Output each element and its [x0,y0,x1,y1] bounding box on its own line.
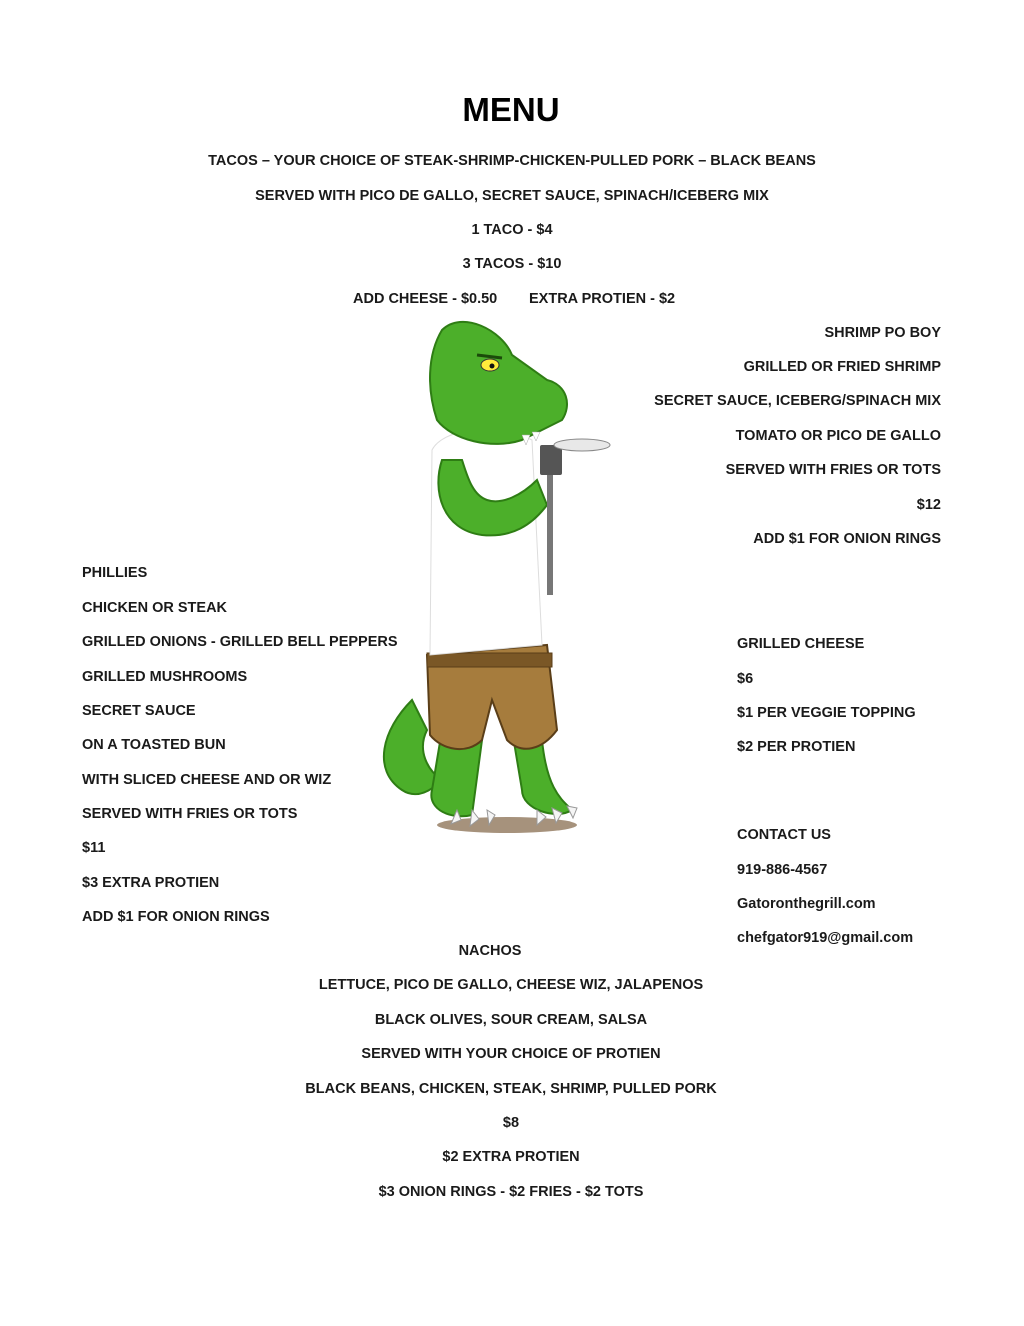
contact-heading: CONTACT US [737,827,831,843]
nachos-line: BLACK BEANS, CHICKEN, STEAK, SHRIMP, PULLED PORK [305,1081,717,1097]
alligator-chef-mascot-icon [372,310,617,840]
nachos-line: $3 ONION RINGS - $2 FRIES - $2 TOTS [378,1184,644,1200]
nachos-price: $8 [502,1115,520,1131]
phillies-line: SECRET SAUCE [82,703,196,719]
phillies-line: PHILLIES [82,565,148,581]
po-boy-price: $12 [916,497,941,513]
tacos-price-1: 1 TACO - $4 [471,222,553,238]
menu-title: MENU [462,91,560,128]
contact-phone: 919-886-4567 [737,862,828,878]
tacos-extra-protein: EXTRA PROTIEN - $2 [529,291,676,307]
phillies-price: $11 [82,840,106,856]
po-boy-line: TOMATO OR PICO DE GALLO [735,428,941,444]
nachos-line: BLACK OLIVES, SOUR CREAM, SALSA [374,1012,648,1028]
nachos-line: NACHOS [458,943,522,959]
phillies-line: CHICKEN OR STEAK [82,600,228,616]
grilled-cheese-price: $6 [737,671,754,687]
grilled-cheese-line: GRILLED CHEESE [737,636,865,652]
phillies-line: GRILLED MUSHROOMS [82,669,248,685]
tacos-price-3: 3 TACOS - $10 [462,256,562,272]
nachos-line: LETTUCE, PICO DE GALLO, CHEESE WIZ, JALAPENOS [318,977,704,993]
phillies-line: ON A TOASTED BUN [82,737,226,753]
phillies-line: $3 EXTRA PROTIEN [82,875,220,891]
phillies-line: GRILLED ONIONS - GRILLED BELL PEPPERS [82,634,398,650]
tacos-line-2: SERVED WITH PICO DE GALLO, SECRET SAUCE, SPINACH/ICEBERG MIX [255,188,769,204]
phillies-line: ADD $1 FOR ONION RINGS [82,909,270,925]
phillies-line: WITH SLICED CHEESE AND OR WIZ [82,772,332,788]
tacos-line-1: TACOS – YOUR CHOICE OF STEAK-SHRIMP-CHICKEN-PULLED PORK – BLACK BEANS [208,153,816,169]
nachos-line: SERVED WITH YOUR CHOICE OF PROTIEN [361,1046,661,1062]
po-boy-line: GRILLED OR FRIED SHRIMP [743,359,941,375]
nachos-line: $2 EXTRA PROTIEN [442,1149,580,1165]
contact-website: Gatoronthegrill.com [737,896,876,912]
po-boy-line: ADD $1 FOR ONION RINGS [753,531,941,547]
phillies-line: SERVED WITH FRIES OR TOTS [82,806,298,822]
po-boy-line: SECRET SAUCE, ICEBERG/SPINACH MIX [654,393,941,409]
po-boy-line: SHRIMP PO BOY [824,325,941,341]
po-boy-line: SERVED WITH FRIES OR TOTS [725,462,941,478]
grilled-cheese-line: $2 PER PROTIEN [737,739,856,755]
contact-email: chefgator919@gmail.com [737,930,914,946]
tacos-add-cheese: ADD CHEESE - $0.50 [353,291,498,307]
grilled-cheese-line: $1 PER VEGGIE TOPPING [737,705,916,721]
